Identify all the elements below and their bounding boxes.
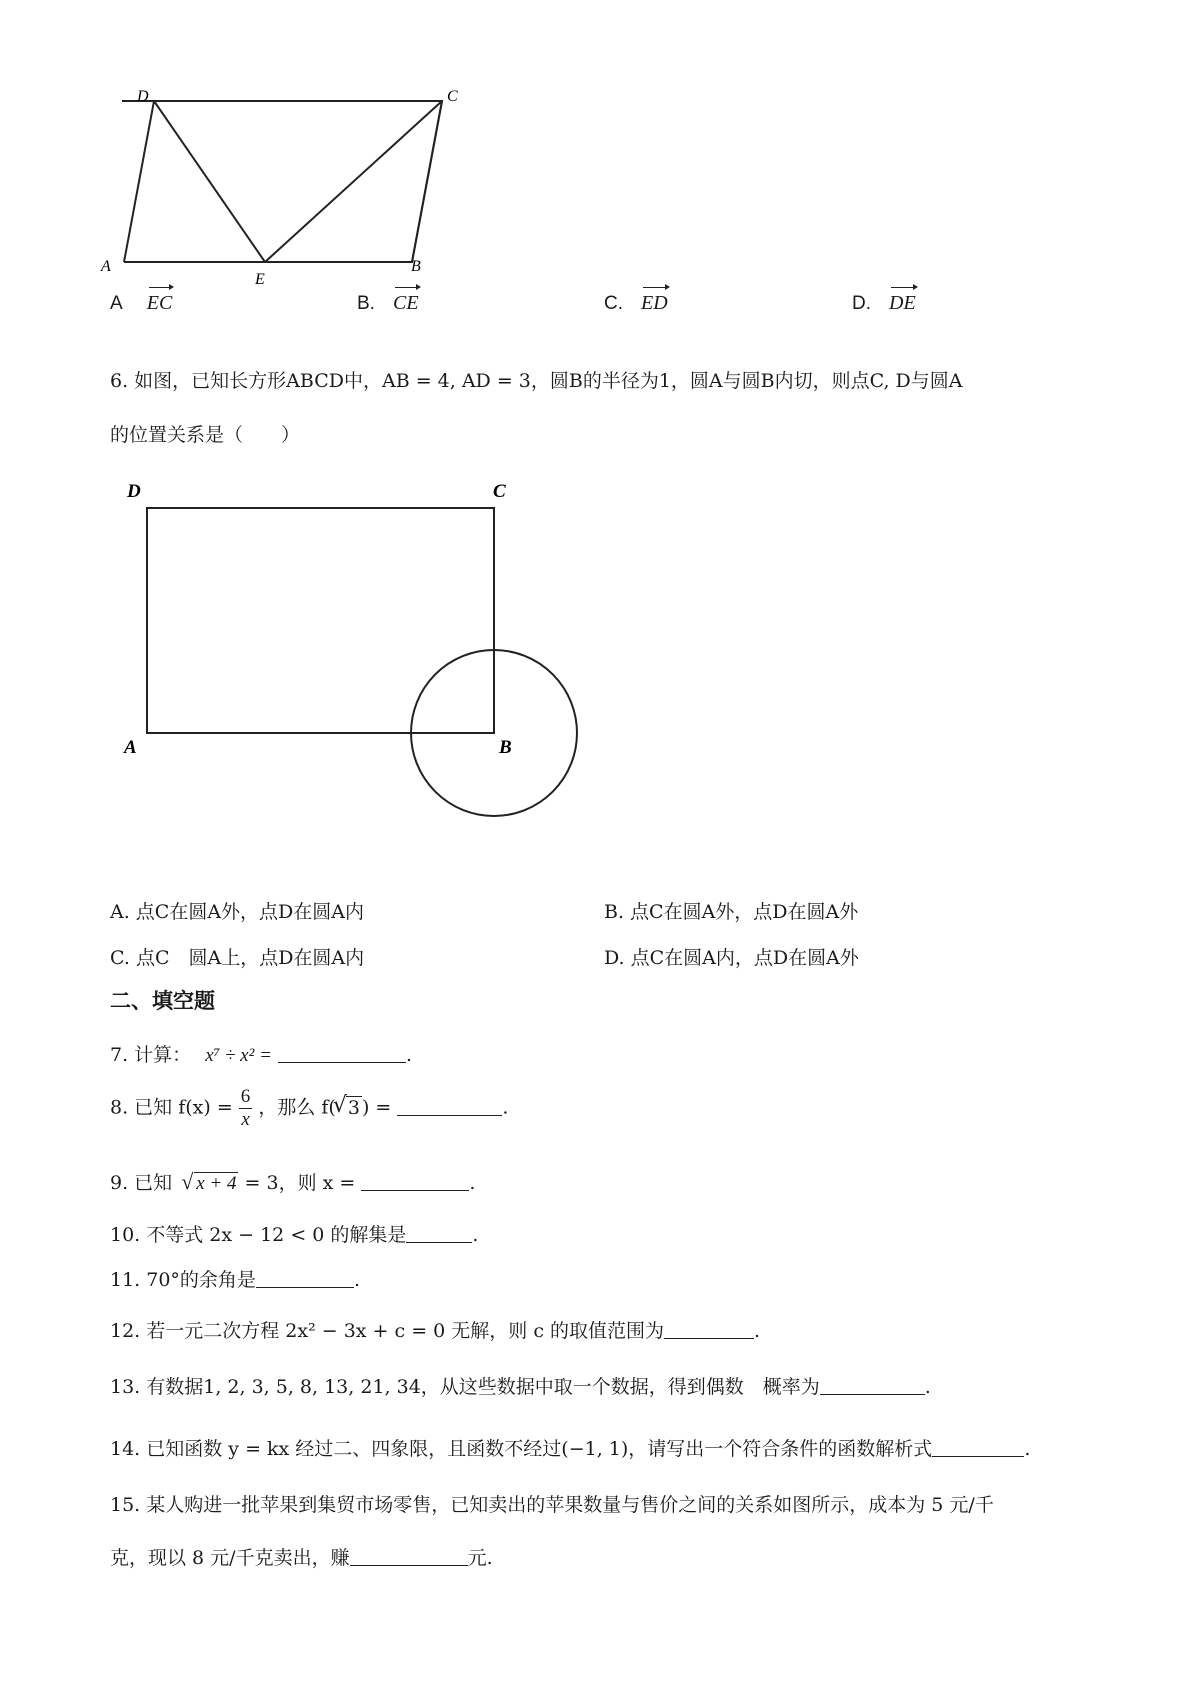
q7 <box>110 1040 412 1067</box>
q14-text: 14. 已知函数 y = kx 经过二、四象限，且函数不经过(−1, 1)，请写出一个符合条件的函数解析式 <box>110 1438 933 1460</box>
label-B: B <box>499 737 512 758</box>
label-B: B <box>411 258 421 275</box>
q12 <box>110 1316 760 1343</box>
label-A: A <box>124 737 137 758</box>
q6-stem-line1: 6. 如图，已知长方形ABCD中，AB = 4, AD = 3，圆B的半径为1，圆A与圆B内切，则点C, D与圆A <box>110 370 963 392</box>
q5-option-c-letter: C. <box>604 293 623 314</box>
label-C: C <box>493 481 506 502</box>
q9 <box>110 1168 475 1195</box>
q11-text: 11. 70°的余角是 <box>110 1269 256 1291</box>
q5-option-a-letter: A <box>110 293 123 314</box>
q15-answer-blank[interactable] <box>350 1547 468 1566</box>
q7-suffix: . <box>405 1044 412 1066</box>
segment-CE <box>265 101 442 262</box>
label-A: A <box>101 258 111 275</box>
label-D: D <box>137 88 149 105</box>
q10-suffix: . <box>472 1224 479 1246</box>
q9-prefix: 9. 已知 <box>110 1172 173 1194</box>
q12-answer-blank[interactable] <box>664 1320 754 1339</box>
q11-suffix: . <box>353 1269 360 1291</box>
q10-answer-blank[interactable] <box>406 1224 472 1243</box>
rectangle-abcd <box>147 508 494 733</box>
parallelogram-figure <box>95 75 515 290</box>
q13-answer-blank[interactable] <box>820 1376 925 1395</box>
q15-line2-pre: 克，现以 8 元/千克卖出，赚 <box>110 1547 350 1569</box>
q8-radical: √ 3 <box>346 1096 362 1119</box>
q6-option-a: A. 点C在圆A外，点D在圆A内 <box>110 901 365 923</box>
q9-mid: = 3，则 x = <box>244 1172 356 1194</box>
q5-option-b-letter: B. <box>357 293 375 314</box>
q7-answer-blank[interactable] <box>278 1044 406 1063</box>
q8-numerator: 6 <box>240 1086 251 1107</box>
q13-suffix: . <box>924 1376 931 1398</box>
q7-prefix: 7. 计算： <box>110 1044 192 1066</box>
q9-answer-blank[interactable] <box>361 1172 469 1191</box>
q5-option-b-vector: CE <box>393 292 419 314</box>
segment-DE <box>154 101 265 262</box>
q15-line2-post: 元. <box>467 1547 493 1569</box>
q6-option-b: B. 点C在圆A外，点D在圆A外 <box>604 901 859 923</box>
q8-tail: ) = <box>361 1096 392 1119</box>
q5-option-c <box>604 292 668 315</box>
section-title: 二、填空题 <box>110 988 215 1013</box>
q5-option-a-vector: EC <box>146 292 173 314</box>
q6-option-d: D. 点C在圆A内，点D在圆A外 <box>604 947 859 969</box>
q5-option-a <box>110 292 172 315</box>
q13-text: 13. 有数据1, 2, 3, 5, 8, 13, 21, 34，从这些数据中取一个数据，得到偶数 概率为 <box>110 1376 820 1398</box>
q5-option-b <box>357 292 419 315</box>
q8 <box>110 1086 508 1131</box>
q10-text: 10. 不等式 2x − 12 < 0 的解集是 <box>110 1224 407 1246</box>
q14-answer-blank[interactable] <box>932 1438 1024 1457</box>
q11 <box>110 1265 360 1292</box>
q8-answer-blank[interactable] <box>397 1097 502 1116</box>
q11-answer-blank[interactable] <box>256 1269 354 1288</box>
label-D: D <box>127 481 141 502</box>
q9-suffix: . <box>469 1172 476 1194</box>
q8-prefix: 8. 已知 f(x) = <box>110 1096 233 1119</box>
q5-option-d-vector: DE <box>889 292 916 314</box>
q6-option-c: C. 点C 圆A上，点D在圆A内 <box>110 947 365 969</box>
q7-expression: x⁷ ÷ x² = <box>205 1045 272 1066</box>
q14-suffix: . <box>1024 1438 1031 1460</box>
q9-radical: √ x + 4 <box>194 1172 238 1195</box>
q8-denominator: x <box>241 1109 250 1130</box>
q15-line1: 15. 某人购进一批苹果到集贸市场零售，已知卖出的苹果数量与售价之间的关系如图所示，成本为 5 元/千 <box>110 1494 994 1516</box>
q8-mid: ，那么 f( <box>258 1096 336 1119</box>
label-C: C <box>447 88 458 105</box>
q6-stem-line2: 的位置关系是（ ） <box>110 424 301 446</box>
q5-option-c-vector: ED <box>641 292 668 314</box>
q12-text: 12. 若一元二次方程 2x² − 3x + c = 0 无解，则 c 的取值范围为 <box>110 1320 665 1342</box>
q5-option-d <box>852 292 916 315</box>
q13 <box>110 1372 931 1399</box>
q8-fraction <box>239 1086 253 1131</box>
rectangle-circle-figure <box>115 475 595 825</box>
q8-suffix: . <box>502 1096 509 1119</box>
q10 <box>110 1220 478 1247</box>
label-E: E <box>255 271 265 288</box>
q14 <box>110 1434 1030 1461</box>
q5-option-d-letter: D. <box>852 293 871 314</box>
q15-line2 <box>110 1543 493 1570</box>
q12-suffix: . <box>754 1320 761 1342</box>
